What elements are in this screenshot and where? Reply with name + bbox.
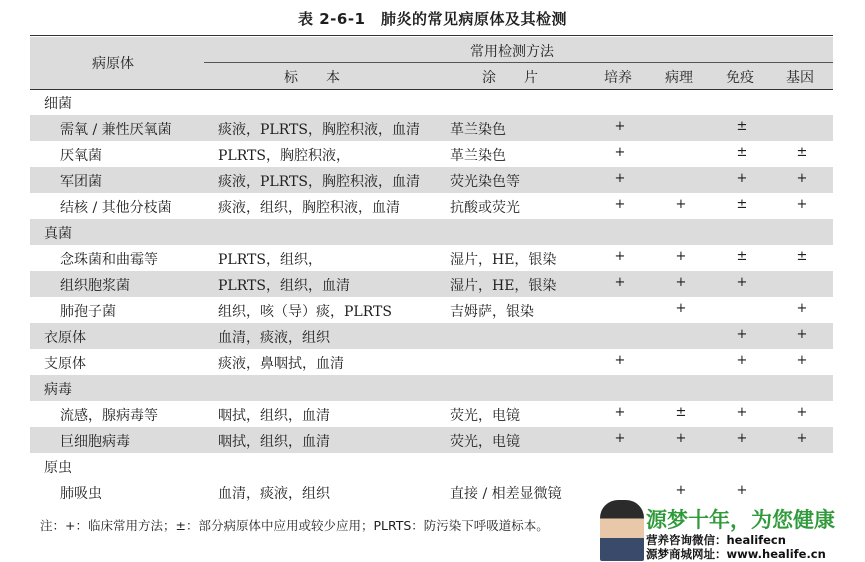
gene-cell: +: [796, 171, 808, 186]
smear-cell: 荧光染色等: [450, 174, 520, 190]
immunology-cell: +: [736, 171, 748, 186]
pathogen-cell: 念珠菌和曲霉等: [60, 252, 158, 268]
pathology-cell: +: [675, 301, 687, 316]
table-title: 表 2-6-1 肺炎的常见病原体及其检测: [298, 10, 567, 28]
smear-cell: 湿片，HE，银染: [450, 252, 557, 268]
immunology-cell: +: [736, 405, 748, 420]
gene-cell: ±: [796, 249, 808, 264]
pathogen-cell: 巨细胞病毒: [60, 434, 130, 450]
pathology-cell: ±: [675, 405, 687, 420]
specimen-cell: PLRTS，组织，血清: [218, 278, 350, 294]
table-row: [30, 219, 833, 245]
table-row: [30, 453, 833, 479]
smear-cell: 革兰染色: [450, 148, 506, 164]
immunology-cell: +: [736, 431, 748, 446]
table-row: [30, 167, 833, 193]
culture-cell: +: [614, 431, 626, 446]
category-cell: 细菌: [44, 96, 72, 112]
watermark-site: 源梦商城网址：www.healife.cn: [646, 547, 826, 561]
smear-cell: 吉姆萨，银染: [450, 304, 534, 320]
pathogen-cell: 军团菌: [60, 174, 102, 190]
culture-cell: +: [614, 171, 626, 186]
pathology-cell: +: [675, 249, 687, 264]
table-row: [30, 349, 833, 375]
table-row: [30, 297, 833, 323]
smear-cell: 革兰染色: [450, 122, 506, 138]
specimen-cell: 咽拭，组织，血清: [218, 408, 330, 424]
header-divider: [204, 62, 833, 63]
header-methods: 常用检测方法: [470, 44, 554, 60]
specimen-cell: 痰液，PLRTS，胸腔积液，血清: [218, 174, 420, 190]
immunology-cell: ±: [736, 197, 748, 212]
table-row: [30, 115, 833, 141]
footnote: 注：+：临床常用方法；±：部分病原体中应用或较少应用；PLRTS：防污染下呼吸道标本。: [40, 518, 549, 533]
category-cell: 支原体: [44, 356, 86, 372]
pathogen-cell: 流感，腺病毒等: [60, 408, 158, 424]
smear-cell: 抗酸或荧光: [450, 200, 520, 216]
smear-cell: 湿片，HE，银染: [450, 278, 557, 294]
header-specimen: 标 本: [284, 70, 340, 86]
gene-cell: +: [796, 327, 808, 342]
immunology-cell: +: [736, 327, 748, 342]
culture-cell: +: [614, 353, 626, 368]
top-rule: [30, 35, 833, 36]
pathogen-cell: 结核 / 其他分枝菌: [60, 200, 172, 216]
pathology-cell: +: [675, 431, 687, 446]
table-row: [30, 271, 833, 297]
pathology-cell: +: [675, 483, 687, 498]
gene-cell: +: [796, 353, 808, 368]
immunology-cell: +: [736, 275, 748, 290]
culture-cell: +: [614, 197, 626, 212]
smear-cell: 直接 / 相差显微镜: [450, 486, 562, 502]
category-cell: 衣原体: [44, 330, 86, 346]
gene-cell: +: [796, 405, 808, 420]
gene-cell: ±: [796, 145, 808, 160]
specimen-cell: PLRTS，胸腔积液，: [218, 148, 350, 164]
gene-cell: +: [796, 197, 808, 212]
pathology-cell: +: [675, 197, 687, 212]
header-smear: 涂 片: [482, 70, 538, 86]
specimen-cell: 血清，痰液，组织: [218, 330, 330, 346]
watermark-slogan: 源梦十年，为您健康: [646, 507, 835, 532]
table-row: [30, 401, 833, 427]
immunology-cell: ±: [736, 119, 748, 134]
pathology-cell: +: [675, 275, 687, 290]
smear-cell: 荧光，电镜: [450, 408, 520, 424]
pathogen-cell: 厌氧菌: [60, 148, 102, 164]
header-pathology: 病理: [665, 70, 693, 86]
gene-cell: +: [796, 431, 808, 446]
specimen-cell: 痰液，组织，胸腔积液，血清: [218, 200, 400, 216]
specimen-cell: 痰液，鼻咽拭，血清: [218, 356, 344, 372]
culture-cell: +: [614, 405, 626, 420]
immunology-cell: +: [736, 483, 748, 498]
pathogen-cell: 需氧 / 兼性厌氧菌: [60, 122, 172, 138]
specimen-cell: 痰液，PLRTS，胸腔积液，血清: [218, 122, 420, 138]
category-cell: 原虫: [44, 460, 72, 476]
culture-cell: +: [614, 119, 626, 134]
culture-cell: +: [614, 249, 626, 264]
immunology-cell: ±: [736, 145, 748, 160]
header-immunology: 免疫: [726, 70, 754, 86]
table-row: [30, 141, 833, 167]
gene-cell: +: [796, 301, 808, 316]
smear-cell: 荧光，电镜: [450, 434, 520, 450]
table-row: [30, 89, 833, 115]
pathogen-cell: 肺吸虫: [60, 486, 102, 502]
category-cell: 病毒: [44, 382, 72, 398]
table-row: [30, 375, 833, 401]
watermark: [600, 500, 865, 561]
pathogen-cell: 肺孢子菌: [60, 304, 116, 320]
table-row: [30, 245, 833, 271]
category-cell: 真菌: [44, 226, 72, 242]
immunology-cell: ±: [736, 249, 748, 264]
header-gene: 基因: [786, 70, 814, 86]
immunology-cell: +: [736, 353, 748, 368]
culture-cell: +: [614, 275, 626, 290]
culture-cell: +: [614, 145, 626, 160]
watermark-wechat: 营养咨询微信：healifecn: [646, 533, 786, 547]
table-header: [30, 37, 833, 90]
specimen-cell: PLRTS，组织，: [218, 252, 322, 268]
header-culture: 培养: [604, 70, 632, 86]
specimen-cell: 血清，痰液，组织: [218, 486, 330, 502]
table-row: [30, 193, 833, 219]
header-pathogen: 病原体: [92, 56, 134, 72]
specimen-cell: 咽拭，组织，血清: [218, 434, 330, 450]
table-row: [30, 323, 833, 349]
specimen-cell: 组织，咳（导）痰，PLRTS: [218, 304, 392, 320]
table-row: [30, 427, 833, 453]
pathogen-cell: 组织胞浆菌: [60, 278, 130, 294]
author-photo: [600, 500, 644, 561]
